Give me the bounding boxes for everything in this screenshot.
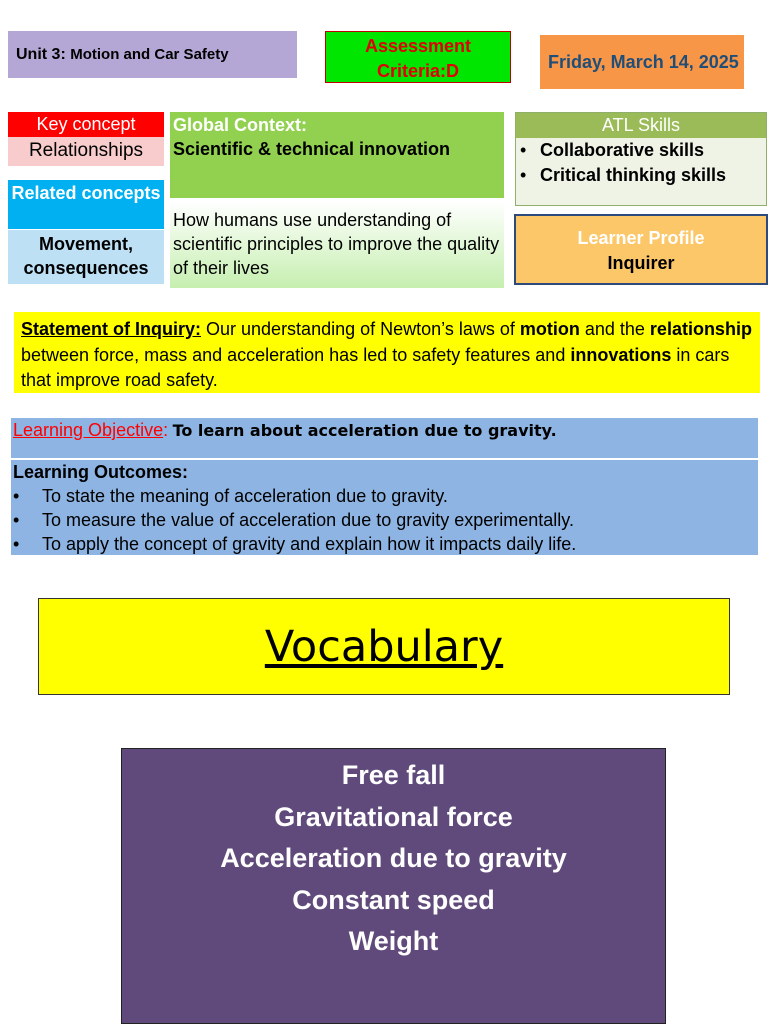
statement-of-inquiry-label: Statement of Inquiry:	[21, 319, 202, 339]
vocabulary-list	[122, 755, 665, 963]
learning-outcomes-list	[13, 484, 758, 556]
list-item: • To state the meaning of acceleration due to gravity.	[13, 484, 758, 508]
learner-profile-value: Inquirer	[607, 253, 675, 273]
vocabulary-term: Constant speed	[292, 884, 495, 915]
learning-objective-label: Learning Objective	[13, 420, 164, 440]
learning-objective-colon: :	[163, 420, 169, 440]
vocabulary-list-box	[121, 748, 666, 1024]
global-context-description: How humans use understanding of scientific principles to improve the quality of their lives	[170, 201, 504, 288]
global-context-label: Global Context:	[173, 115, 307, 135]
atl-skills-label: ATL Skills	[516, 113, 766, 138]
atl-skills-box	[515, 112, 767, 206]
vocabulary-title: Vocabulary	[264, 622, 504, 672]
assessment-criteria: Criteria:D	[376, 61, 460, 81]
learner-profile-label: Learner Profile	[577, 228, 705, 248]
assessment-criteria-box	[325, 31, 511, 83]
date-box	[540, 35, 744, 89]
vocabulary-term: Acceleration due to gravity	[220, 843, 567, 873]
related-concepts-value: Movement, consequences	[8, 230, 164, 284]
inquiry-text: between force, mass and acceleration has led to safety features and	[21, 344, 571, 365]
list-item: • To measure the value of acceleration due to gravity experimentally.	[13, 508, 758, 532]
key-concept-label: Key concept	[8, 112, 164, 137]
atl-skills-list	[516, 138, 766, 188]
vocabulary-title-box	[38, 598, 730, 695]
inquiry-keyword-motion: motion	[519, 319, 580, 339]
assessment-label: Assessment	[364, 36, 472, 56]
global-context-box	[170, 112, 504, 198]
related-concepts-label: Related concepts	[8, 180, 164, 229]
statement-of-inquiry-box	[14, 312, 760, 393]
unit-prefix: Unit 3:	[16, 45, 66, 63]
key-concept-value: Relationships	[8, 137, 164, 166]
unit-title-box	[8, 31, 297, 78]
list-item: • Critical thinking skills	[516, 163, 766, 188]
vocabulary-term: Gravitational force	[274, 801, 513, 832]
inquiry-keyword-relationship: relationship	[649, 319, 752, 339]
vocabulary-term: Weight	[348, 926, 439, 956]
global-context-value: Scientific & technical innovation	[173, 139, 451, 159]
vocabulary-term: Free fall	[341, 760, 446, 790]
inquiry-text: Our understanding of Newton’s laws of	[201, 319, 520, 339]
learning-outcomes-box	[11, 460, 758, 555]
unit-title: Motion and Car Safety	[70, 46, 229, 63]
inquiry-text: and the	[579, 319, 650, 339]
inquiry-text: in cars that improve road safety.	[21, 344, 730, 390]
list-item: • To apply the concept of gravity and explain how it impacts daily life.	[13, 532, 758, 556]
learning-objective-value: To learn about acceleration due to gravity.	[172, 421, 557, 440]
learning-objective-box	[11, 418, 758, 458]
inquiry-keyword-innovations: innovations	[570, 344, 672, 365]
list-item: • Collaborative skills	[516, 138, 766, 163]
lesson-date: Friday, March 14, 2025	[548, 52, 739, 72]
learning-outcomes-label: Learning Outcomes:	[13, 462, 189, 482]
learner-profile-box	[514, 214, 768, 285]
